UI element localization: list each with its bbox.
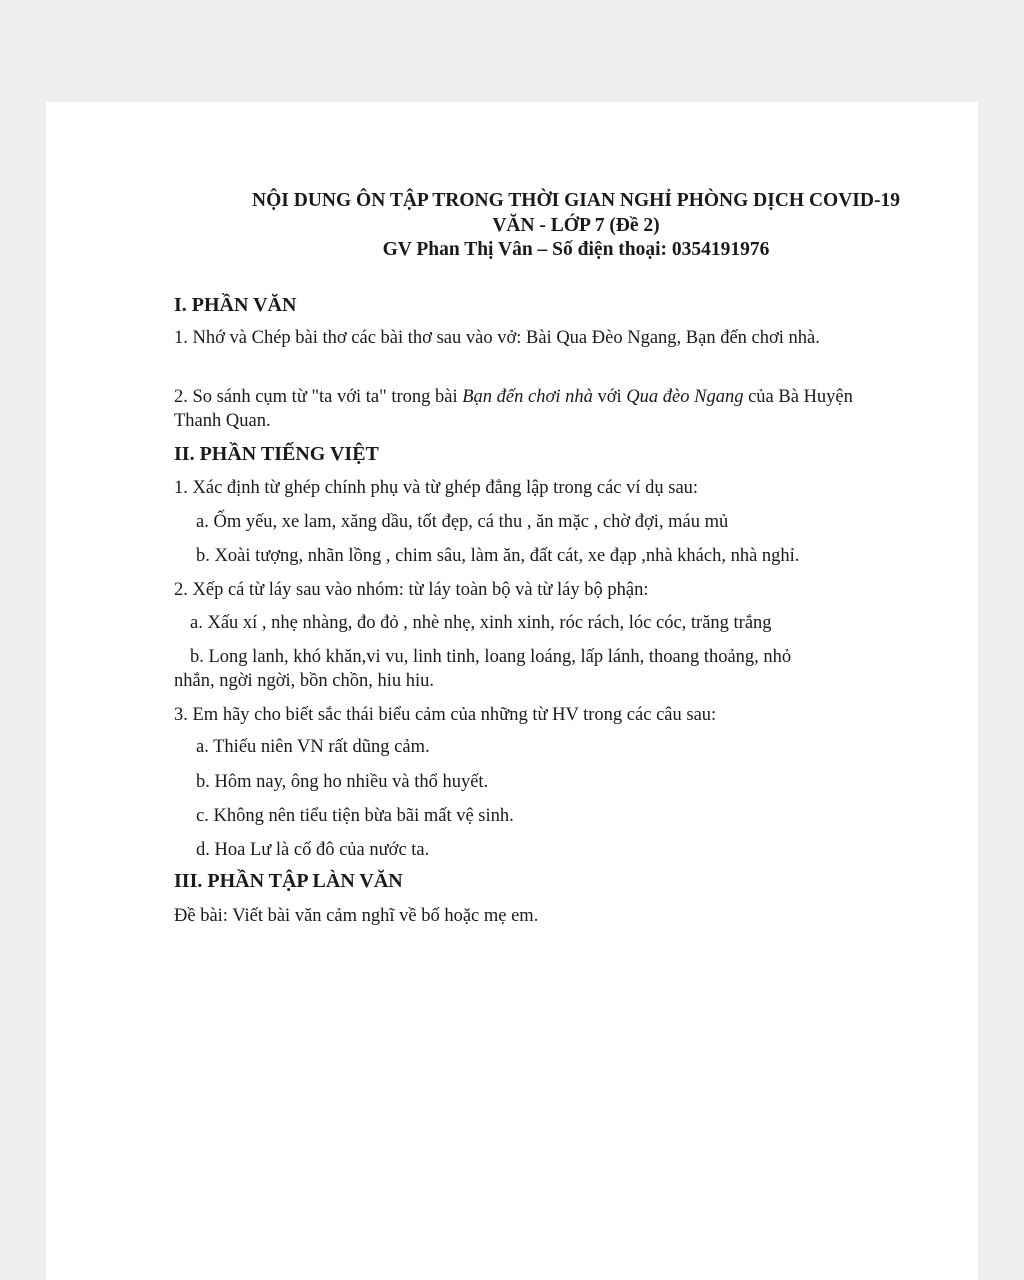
essay-prompt: Đề bài: Viết bài văn cảm nghĩ về bố hoặc mẹ em.: [174, 906, 539, 926]
document-page: [46, 102, 978, 1280]
document-title-line-2: VĂN - LỚP 7 (Đề 2): [492, 215, 660, 236]
question-3: 3. Em hãy cho biết sắc thái biểu cảm của những từ HV trong các câu sau:: [174, 705, 717, 725]
question-2: 2. Xếp cá từ láy sau vào nhóm: từ láy toàn bộ và từ láy bộ phận:: [174, 580, 649, 600]
question-3-b: b. Hôm nay, ông ho nhiều và thổ huyết.: [196, 772, 489, 792]
teacher-info: GV Phan Thị Vân – Số điện thoại: 0354191976: [382, 239, 770, 260]
section-3-heading: III. PHẦN TẬP LÀN VĂN: [174, 870, 403, 892]
item-2-text-part-1: 2. So sánh cụm từ "ta với ta" trong bài: [174, 387, 463, 407]
question-3-c: c. Không nên tiểu tiện bừa bãi mất vệ sinh.: [196, 806, 514, 826]
question-2-b-line-1: b. Long lanh, khó khăn,vi vu, linh tinh, loang loáng, lấp lánh, thoang thoảng, nhỏ: [190, 647, 792, 667]
question-1: 1. Xác định từ ghép chính phụ và từ ghép đẳng lập trong các ví dụ sau:: [174, 478, 699, 498]
document-title-line-1: NỘI DUNG ÔN TẬP TRONG THỜI GIAN NGHỈ PHÒNG DỊCH COVID-19: [252, 190, 900, 211]
poem-title-ban-den-choi-nha: Bạn đến chơi nhà: [462, 387, 593, 407]
question-3-a: a. Thiếu niên VN rất dũng cảm.: [196, 737, 430, 757]
item-2-text-part-3: của Bà Huyện Thanh Quan.: [174, 387, 853, 431]
section-1-heading: I. PHẦN VĂN: [174, 294, 297, 316]
question-2-a: a. Xấu xí , nhẹ nhàng, đo đỏ , nhè nhẹ, xinh xinh, róc rách, lóc cóc, trăng trắng: [190, 613, 772, 633]
section-1-item-2: [174, 385, 899, 433]
poem-title-qua-deo-ngang: Qua đèo Ngang: [626, 387, 744, 407]
question-2-b-line-2: nhắn, ngời ngời, bồn chồn, hiu hiu.: [174, 671, 435, 691]
question-1-b: b. Xoài tượng, nhãn lồng , chim sâu, làm ăn, đất cát, xe đạp ,nhà khách, nhà nghỉ.: [196, 546, 800, 566]
question-3-d: d. Hoa Lư là cố đô của nước ta.: [196, 840, 430, 860]
item-2-text-part-2: với: [592, 387, 627, 407]
section-2-heading: II. PHẦN TIẾNG VIỆT: [174, 443, 379, 465]
section-1-item-1: 1. Nhớ và Chép bài thơ các bài thơ sau vào vở: Bài Qua Đèo Ngang, Bạn đến chơi nhà.: [174, 328, 820, 348]
question-1-a: a. Ốm yếu, xe lam, xăng dầu, tốt đẹp, cá thu , ăn mặc , chờ đợi, máu mủ: [196, 512, 729, 532]
